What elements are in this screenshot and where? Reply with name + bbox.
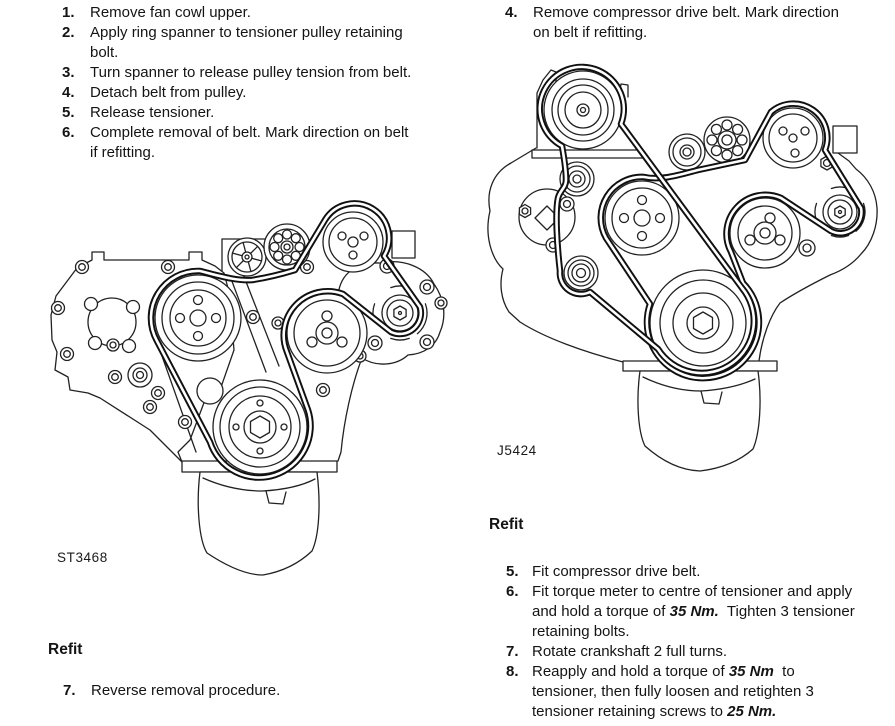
right-refit-steps <box>506 562 894 722</box>
step-text: Rotate crankshaft 2 full turns. <box>532 643 728 660</box>
washer-bolt <box>799 240 815 256</box>
left-removal-steps <box>62 3 462 163</box>
step-text: Turn spanner to release pulley tension from belt. <box>90 64 412 81</box>
alternator <box>519 189 575 252</box>
left-engine-figure <box>30 190 450 588</box>
step-text: Apply ring spanner to tensioner pulley retaining bolt. <box>90 24 403 61</box>
engine-boss-circle <box>197 378 223 404</box>
step-item: 2. Apply ring spanner to tensioner pulley retaining bolt. <box>62 24 403 61</box>
compressor-pulley <box>544 71 622 149</box>
left-refit-heading: Refit <box>48 641 83 658</box>
grommet-ring <box>128 363 152 387</box>
step-item: 7. Reverse removal procedure. <box>63 682 281 699</box>
step-item: 4. Detach belt from pulley. <box>62 84 247 101</box>
figure-code-left: ST3468 <box>57 550 108 565</box>
step-text: Remove compressor drive belt. Mark direction on belt if refitting. <box>533 4 839 41</box>
step-text: Reapply and hold a torque of 35 Nm to tensioner, then fully loosen and retighten 3 tensioner retaining screws to 25 Nm. <box>532 663 814 720</box>
step-item: 7. Rotate crankshaft 2 full turns. <box>506 643 728 660</box>
camshaft-sprocket-right <box>669 134 705 170</box>
step-text: Reverse removal procedure. <box>91 682 281 699</box>
crankshaft-pulley <box>213 380 307 474</box>
figure-code-right: J5424 <box>497 443 537 458</box>
step-text: Remove fan cowl upper. <box>90 4 251 21</box>
idler-pulley-lower <box>564 256 598 290</box>
tensioner-pulley-right <box>815 187 865 237</box>
upper-right-pulley-right <box>763 108 823 168</box>
step-item: 4. Remove compressor drive belt. Mark direction on belt if refitting. <box>505 4 839 41</box>
right-refit-heading: Refit <box>489 516 524 533</box>
step-text: Detach belt from pulley. <box>90 84 247 101</box>
right-removal-steps <box>505 3 891 43</box>
step-item: 5. Release tensioner. <box>62 104 215 121</box>
camshaft-sprocket <box>228 238 266 276</box>
perforated-tensioner <box>704 117 750 163</box>
left-refit-steps <box>63 681 403 701</box>
step-item: 1. Remove fan cowl upper. <box>62 4 251 21</box>
water-pump-pulley <box>155 275 241 361</box>
step-text: Fit compressor drive belt. <box>532 563 701 580</box>
perforated-idler-pulley <box>264 224 310 270</box>
right-engine-figure <box>468 60 895 484</box>
step-item: 6. Complete removal of belt. Mark direction on belt if refitting. <box>62 124 409 161</box>
step-item: 3. Turn spanner to release pulley tension from belt. <box>62 64 412 81</box>
step-text: Fit torque meter to centre of tensioner and apply and hold a torque of 35 Nm. Tighten 3 tensioner retaining bolts. <box>532 583 855 640</box>
step-item: 6. Fit torque meter to centre of tensioner and apply and hold a torque of 35 Nm. Tighten 3 tensioner retaining bolts. <box>506 583 855 640</box>
step-text: Complete removal of belt. Mark direction on belt if refitting. <box>90 124 409 161</box>
upper-right-pulley <box>323 212 383 272</box>
step-text: Release tensioner. <box>90 104 215 121</box>
step-item: 8. Reapply and hold a torque of 35 Nm to tensioner, then fully loosen and retighten 3 tensioner retaining screws to 25 Nm. <box>506 663 814 720</box>
idler-mid-pulley-right <box>730 198 800 268</box>
step-item: 5. Fit compressor drive belt. <box>506 563 701 580</box>
